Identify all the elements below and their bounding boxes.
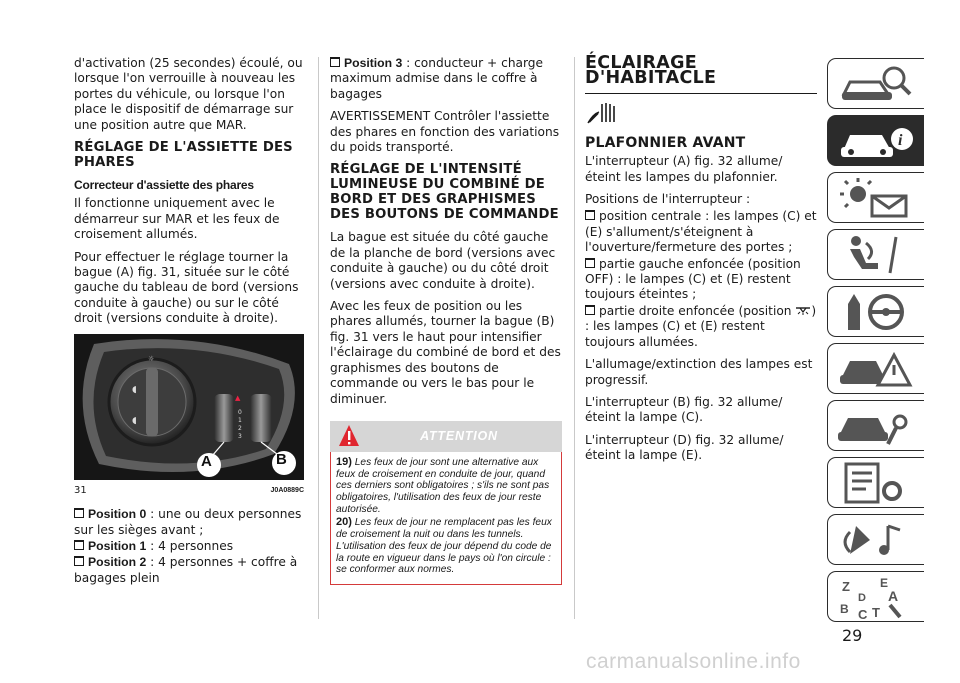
section-heading-brightness: RÉGLAGE DE L'INTENSITÉ LUMINEUSE DU COMBINÉ DE BORD ET DES GRAPHISMES DES BOUTONS DE COMMANDE [330, 162, 559, 223]
svg-text:▲: ▲ [235, 393, 241, 402]
warning-note-20: 20) Les feux de jour ne remplacent pas les feux de croisement la nuit ou dans les tunnels. L'utilisation des feux de jour dépend du code de la route en vigueur dans le pays où l'on circule : se conformer aux normes. [336, 516, 552, 576]
svg-text:◖: ◖ [132, 384, 137, 395]
warning-header [330, 421, 562, 452]
column-1 [74, 56, 304, 587]
figure-label-a: A [201, 452, 212, 470]
nav-music-icon [836, 518, 916, 562]
svg-text:i: i [898, 132, 903, 149]
paragraph: Positions de l'interrupteur : [585, 192, 751, 207]
bullet-position-2: Position 2 : 4 personnes + coffre à bagages plein [74, 555, 298, 585]
warning-note-19: 19) Les feux de jour sont une alternative aux feux de croisement en conduite de jour, quand ces derniers sont obligatoires ; s'ils ne sont pas obligatoires, l'utilisation des feux de jour reste autorisée. [336, 455, 550, 515]
watermark: carmanualsonline.info [586, 650, 801, 673]
svg-text:T: T [872, 605, 880, 619]
figure-number: 31 [74, 484, 87, 496]
page-number: 29 [842, 626, 863, 645]
svg-text:C: C [858, 607, 868, 619]
warning-title: ATTENTION [420, 428, 498, 443]
bullet-square-icon [330, 57, 340, 67]
bullet-square-icon [74, 556, 84, 566]
car-search-tab[interactable] [827, 58, 924, 109]
paragraph: L'interrupteur (B) fig. 32 allume/éteint la lampe (C). [585, 394, 783, 425]
bullet-position-1: Position 1 : 4 personnes [74, 539, 304, 554]
door-light-symbol-icon [795, 306, 811, 316]
bullet-square-icon [585, 258, 595, 268]
svg-text:3: 3 [238, 432, 242, 440]
figure-label-b: B [276, 450, 287, 468]
svg-text:A: A [888, 588, 899, 604]
section-heading-headlight-aim: RÉGLAGE DE L'ASSIETTE DES PHARES [74, 140, 293, 171]
alphabet-index-icon [836, 575, 916, 619]
safety-tab[interactable] [827, 229, 924, 280]
svg-text:D: D [858, 592, 866, 604]
car-service-icon [836, 404, 916, 448]
car-warning-icon [836, 347, 916, 391]
bullet-position-3: Position 3 : conducteur + charge maximum admise dans le coffre à bagages [330, 56, 544, 101]
bullet-position-0: Position 0 : une ou deux personnes sur les sièges avant ; [74, 507, 302, 537]
svg-text:0: 0 [238, 408, 242, 416]
bullet-left-pressed: partie gauche enfoncée (position OFF) : le lampes (C) et (E) restent toujours éteintes ; [585, 256, 801, 302]
chapter-tabs-sidebar [827, 58, 927, 628]
dashboard-knobs-illustration [74, 334, 304, 480]
sun-envelope-icon [836, 176, 916, 220]
subheading-aim-corrector: Correcteur d'assiette des phares [74, 178, 254, 193]
svg-text:E: E [880, 576, 889, 590]
paragraph: Avec les feux de position ou les phares allumés, tourner la bague (B) fig. 31 vers le haut pour intensifier l'éclairage du combiné de bord et des graphismes des boutons de commande ou vers le bas pour le diminuer. [330, 299, 561, 406]
advisory-paragraph: AVERTISSEMENT Contrôler l'assiette des phares en fonction des variations du poids transporté. [330, 109, 560, 155]
paragraph: Il fonctionne uniquement avec le démarreur sur MAR et les feux de croisement allumés. [74, 196, 280, 242]
interior-light-icon [587, 100, 617, 126]
paragraph: L'allumage/extinction des lampes est progressif. [585, 357, 813, 387]
emergency-tab[interactable] [827, 343, 924, 394]
svg-text:B: B [840, 602, 849, 616]
driving-tab[interactable] [827, 286, 924, 337]
column-3 [585, 53, 817, 471]
maintenance-tab[interactable] [827, 400, 924, 451]
column-2 [330, 56, 562, 585]
svg-text:1: 1 [238, 416, 242, 424]
figure-code: J0A0889C [270, 486, 304, 494]
paragraph: Pour effectuer le réglage tourner la bague (A) fig. 31, située sur le côté gauche du tableau de bord (versions conduite à gauche) ou sur le côté droit (versions conduite à droite). [74, 249, 299, 326]
bullet-square-icon [585, 305, 595, 315]
car-info-tab[interactable] [827, 115, 924, 166]
figure-31-dashboard-controls [74, 334, 304, 480]
index-tab[interactable] [827, 571, 924, 622]
svg-text:◖: ◖ [132, 415, 137, 426]
svg-text:2: 2 [238, 424, 242, 432]
steering-wheel-icon [836, 290, 916, 334]
bullet-square-icon [74, 540, 84, 550]
intro-paragraph: d'activation (25 secondes) écoulé, ou lorsque l'on verrouille à nouveau les portes du véhicule, ou lorsque l'on place le dispositif de démarrage sur une position autre que MAR. [74, 56, 303, 132]
bullet-square-icon [585, 210, 595, 220]
document-gear-icon [836, 461, 916, 505]
warning-lights-tab[interactable] [827, 172, 924, 223]
paragraph: La bague est située du côté gauche de la planche de bord (versions avec conduite à gauche) ou du côté droit (versions avec conduite à droite). [330, 230, 556, 291]
multimedia-tab[interactable] [827, 514, 924, 565]
paragraph: L'interrupteur (A) fig. 32 allume/éteint les lampes du plafonnier. [585, 154, 783, 184]
bullet-right-pressed: partie droite enfoncée (position ) : les lampes (C) et (E) restent toujours allumées. [585, 303, 817, 349]
figure-caption [74, 483, 304, 498]
svg-text:Z: Z [842, 579, 850, 594]
chapter-title: ÉCLAIRAGE D'HABITACLE [585, 56, 817, 94]
bullet-square-icon [74, 508, 84, 518]
car-magnifier-icon [836, 62, 916, 106]
specifications-tab[interactable] [827, 457, 924, 508]
column-divider [318, 57, 319, 619]
column-divider [574, 57, 575, 619]
warning-box [330, 452, 562, 585]
svg-text:☼: ☼ [148, 354, 155, 363]
seat-airbag-icon [836, 233, 916, 277]
section-heading-front-dome-light: PLAFONNIER AVANT [585, 135, 746, 152]
car-info-icon [836, 119, 916, 163]
paragraph: L'interrupteur (D) fig. 32 allume/éteint la lampe (E). [585, 432, 784, 463]
bullet-center-position: position centrale : les lampes (C) et (E) s'allument/s'éteignent à l'ouverture/fermeture des portes ; [585, 209, 817, 255]
